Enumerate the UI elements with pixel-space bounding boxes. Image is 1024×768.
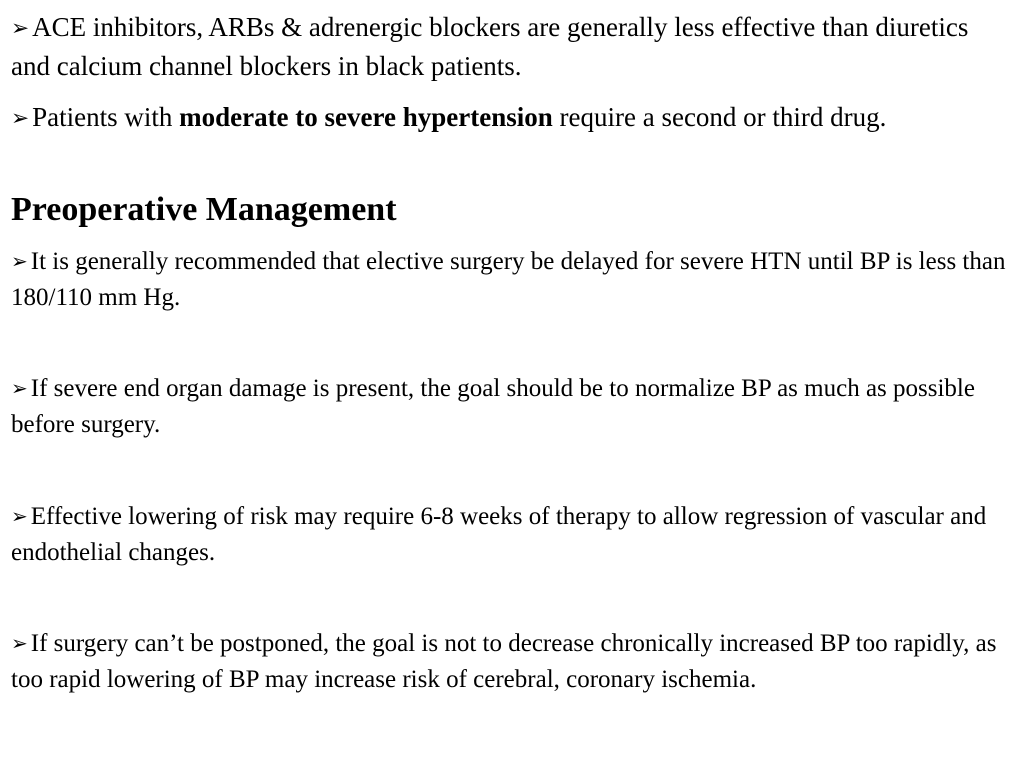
arrow-bullet-icon: ➢ bbox=[11, 249, 28, 273]
arrow-bullet-icon: ➢ bbox=[11, 631, 28, 655]
bullet-text-pre: Patients with bbox=[32, 102, 180, 132]
bullet-text: If surgery can’t be postponed, the goal is not to decrease chronically increased BP too rapidly, as too rapid lowering of BP may increase risk of cerebral, coronary ischemia. bbox=[11, 630, 997, 693]
bullet-delay-surgery bbox=[11, 244, 1016, 316]
bullet-text: Effective lowering of risk may require 6-8 weeks of therapy to allow regression of vascular and endothelial changes. bbox=[11, 503, 987, 566]
bullet-therapy-duration bbox=[11, 499, 1016, 571]
bullet-text-bold: moderate to severe hypertension bbox=[179, 102, 553, 132]
bullet-surgery-not-postponed bbox=[11, 626, 1016, 698]
bullet-text: If severe end organ damage is present, the goal should be to normalize BP as much as possible before surgery. bbox=[11, 375, 975, 438]
arrow-bullet-icon: ➢ bbox=[11, 106, 30, 131]
section-heading: Preoperative Management bbox=[11, 191, 397, 228]
bullet-text: It is generally recommended that elective surgery be delayed for severe HTN until BP is less than 180/110 mm Hg. bbox=[11, 248, 1006, 311]
bullet-text-post: require a second or third drug. bbox=[552, 102, 887, 132]
bullet-moderate-severe-htn bbox=[11, 98, 1011, 137]
arrow-bullet-icon: ➢ bbox=[11, 376, 28, 400]
arrow-bullet-icon: ➢ bbox=[11, 16, 30, 41]
bullet-text: ACE inhibitors, ARBs & adrenergic blockers are generally less effective than diuretics and calcium channel blockers in black patients. bbox=[11, 12, 969, 81]
bullet-ace-inhibitors bbox=[11, 8, 1011, 85]
bullet-end-organ-damage bbox=[11, 371, 1016, 443]
arrow-bullet-icon: ➢ bbox=[11, 504, 28, 528]
